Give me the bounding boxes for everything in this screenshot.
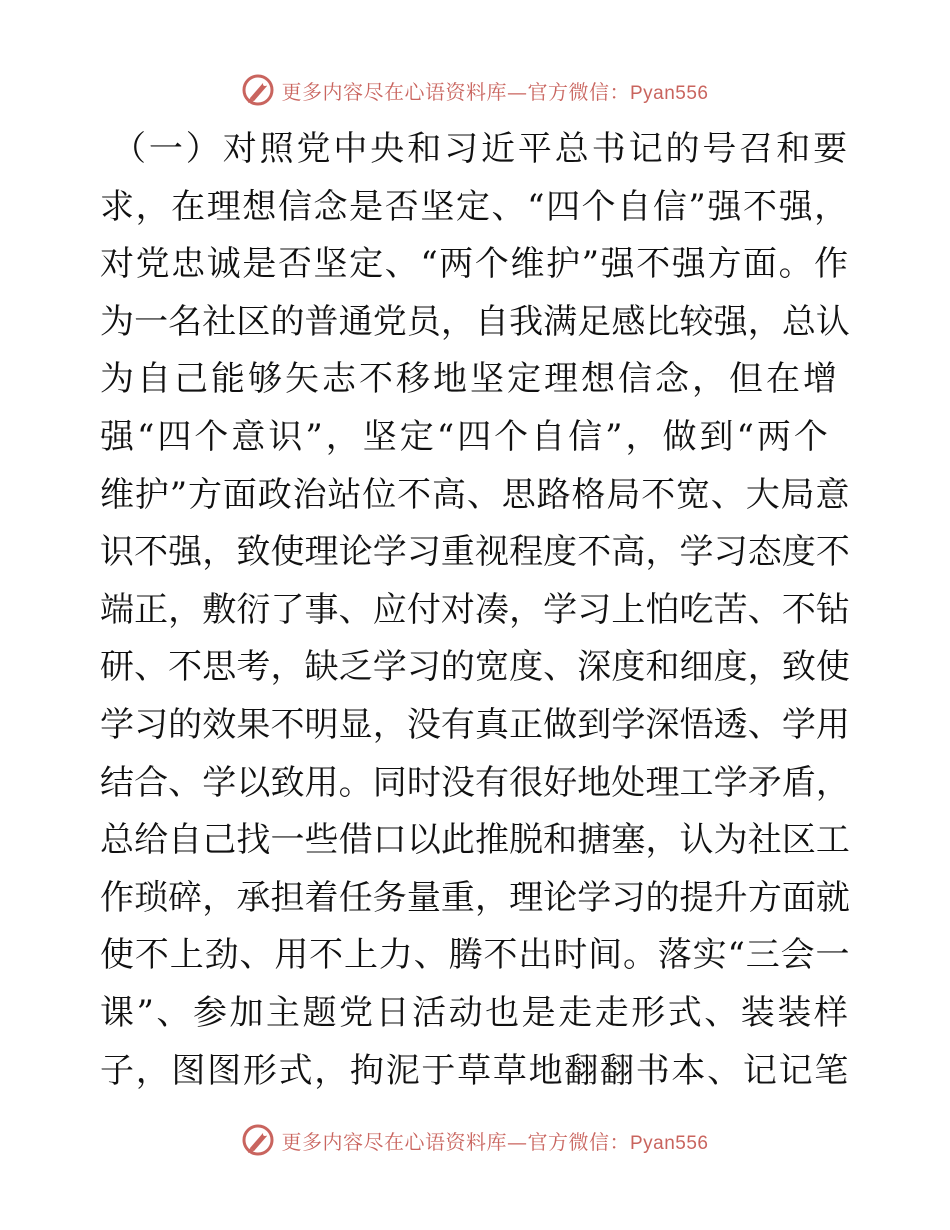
watermark-text: 更多内容尽在心语资料库—官方微信：Pyan556 [281,1129,709,1154]
watermark-footer [0,1120,950,1160]
paragraph-line: 为自己能够矢志不移地坚定理想信念，但在增 [100,359,840,400]
paragraph-line: 研、不思考，缺乏学习的宽度、深度和细度，致使 [100,647,850,688]
paragraph-line: 强“四个意识”，坚定“四个自信”，做到“两个 [100,417,831,457]
watermark-wechat-id: Pyan556 [629,82,709,104]
paragraph-line: 识不强，致使理论学习重视程度不高，学习态度不 [100,532,850,573]
paragraph-line: 课”、参加主题党日活动也是走走形式、装装样 [100,993,851,1033]
paragraph-line: 总给自己找一些借口以此推脱和搪塞，认为社区工 [100,820,850,861]
paragraph-line: 求，在理想信念是否坚定、“四个自信”强不强， [100,186,850,227]
paragraph-line: （一）对照党中央和习近平总书记的号召和要 [112,129,850,169]
paragraph-line: 维护”方面政治站位不高、思路格局不宽、大局意 [100,474,851,515]
paragraph-line: 作琐碎，承担着任务量重，理论学习的提升方面就 [100,877,850,918]
paragraph-line: 对党忠诚是否坚定、“两个维护”强不强方面。作 [100,244,850,285]
paragraph-line: 为一名社区的普通党员，自我满足感比较强，总认 [100,301,850,342]
watermark-wechat-id: Pyan556 [629,1132,709,1154]
paragraph-line: 子，图图形式，拘泥于草草地翻翻书本、记记笔 [100,1050,850,1091]
paragraph-line: 端正，敷衍了事、应付对凑，学习上怕吃苦、不钻 [100,589,850,630]
pen-logo-icon [241,1123,275,1157]
watermark-text: 更多内容尽在心语资料库—官方微信：Pyan556 [281,79,709,104]
pen-logo-icon [241,73,275,107]
watermark-header [0,70,950,110]
paragraph-line: 学习的效果不明显，没有真正做到学深悟透、学用 [100,705,850,745]
paragraph-line: 使不上劲、用不上力、腾不出时间。落实“三会一 [100,935,851,976]
paragraph-line: 结合、学以致用。同时没有很好地处理工学矛盾， [100,762,850,803]
